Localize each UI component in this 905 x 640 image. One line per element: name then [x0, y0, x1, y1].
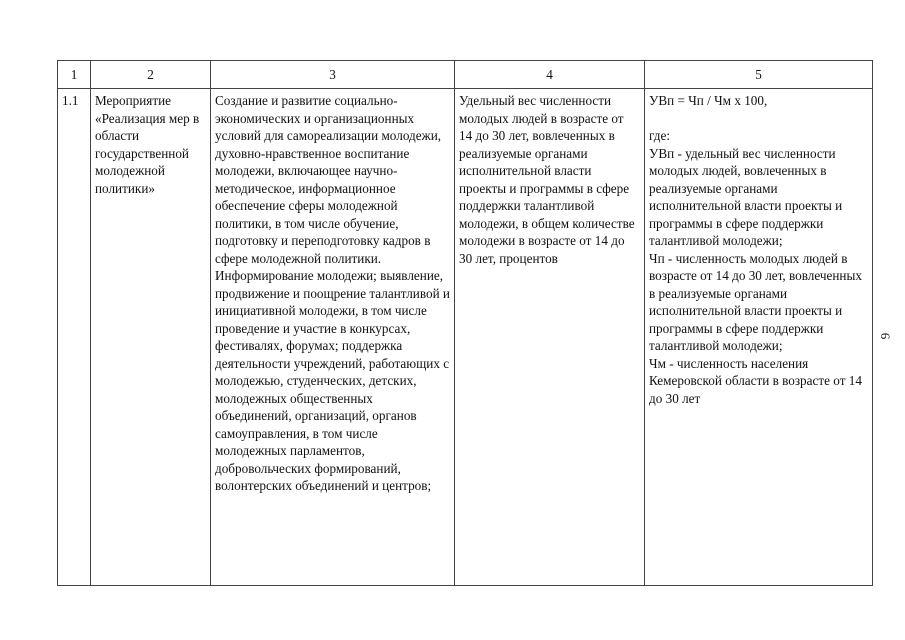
indicator-cell [455, 89, 645, 586]
column-header: 3 [211, 61, 455, 89]
description-cell [211, 89, 455, 586]
formula-cell [645, 89, 873, 586]
indicator-name: Удельный вес численности молодых людей в возрасте от 14 до 30 лет, вовлеченных в реализуемые органами исполнительной власти проекты и программы в сфере поддержки талантливой молодежи, в общем количестве молодежи в возрасте от 14 до 30 лет, процентов [459, 93, 635, 266]
event-name: Мероприятие «Реализация мер в области государственной молодежной политики» [95, 93, 200, 196]
indicator-table [57, 60, 873, 586]
column-header: 1 [58, 61, 91, 89]
column-header: 2 [91, 61, 211, 89]
event-cell [91, 89, 211, 586]
row-number-cell [58, 89, 91, 586]
row-number: 1.1 [62, 93, 79, 108]
page-number: 6 [878, 332, 893, 340]
column-header: 5 [645, 61, 873, 89]
indicator-formula: УВп = Чп / Чм x 100, где: УВп - удельный вес численности молодых людей, вовлеченных в реализуемые органами исполнительной власти проекты и программы в сфере поддержки талантливой молодежи; Чп - численность молодых людей в возрасте от 14 до 30 лет, вовлеченных в реализуемые органами исполнительной власти проекты и программы в сфере поддержки талантливой молодежи; Чм - численность населения Кемеровской области в возрасте от 14 до 30 лет [649, 93, 862, 406]
table-row [58, 89, 873, 586]
table-header-row [58, 61, 873, 89]
column-header: 4 [455, 61, 645, 89]
event-description: Создание и развитие социально-экономических и организационных условий для самореализации молодежи, духовно-нравственное воспитание молодежи, включающее научно-методическое, информационное обеспечение сферы молодежной политики, в том числе обучение, подготовку и переподготовку кадров в сфере молодежной политики. Информирование молодежи; выявление, продвижение и поощрение талантливой и инициативной молодежи, в том числе проведение и участие в конкурсах, фестивалях, форумах; поддержка деятельности учреждений, работающих с молодежью, студенческих, детских, молодежных общественных объединений, организаций, органов самоуправления, в том числе молодежных парламентов, добровольческих формирований, волонтерских объединений и центров; [215, 93, 450, 493]
